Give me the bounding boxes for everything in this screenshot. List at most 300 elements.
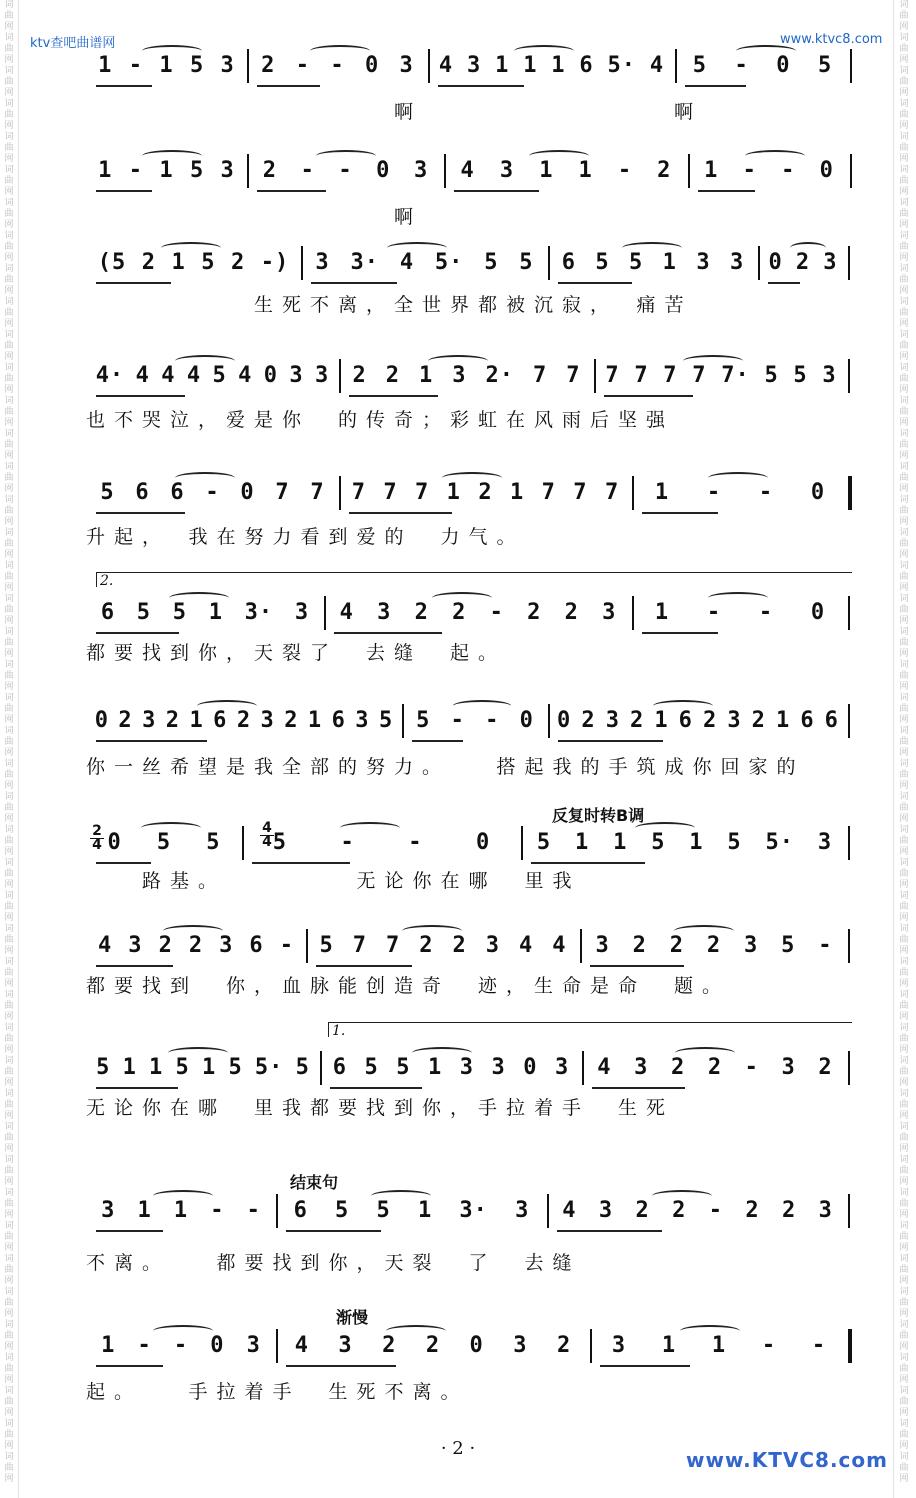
note: 5 (416, 708, 431, 733)
note: - (761, 1333, 777, 1358)
note: 5 (319, 933, 334, 958)
note: 7 (663, 363, 678, 388)
beam-underline (96, 85, 152, 87)
note: - (706, 600, 722, 625)
measure (432, 53, 671, 83)
beam-underline (600, 1365, 690, 1367)
note: 1 (98, 53, 113, 78)
note: 6 (100, 600, 116, 625)
slur-arc (197, 700, 257, 712)
note: 1 (149, 1055, 164, 1080)
note: - (450, 708, 465, 733)
beam-underline (96, 740, 207, 742)
note: 2 (352, 363, 367, 388)
note: 1 (173, 1198, 189, 1223)
bar-line (521, 826, 523, 860)
note: 4 (649, 53, 665, 78)
note: 2 (527, 600, 542, 625)
note: 1 (654, 708, 669, 733)
note: 2 (564, 600, 579, 625)
note: 3· (459, 1198, 488, 1223)
measure (598, 363, 844, 393)
note: 2 (795, 250, 811, 275)
note: 7 (310, 480, 325, 505)
note: 5· (254, 1055, 284, 1080)
note: 2 (141, 250, 156, 275)
bar-line (428, 49, 430, 83)
note: 5 (793, 363, 808, 388)
lyrics-row: 无论你在哪 里我都要找到你，手拉着手 生死 (86, 1097, 675, 1119)
note: 6 (293, 1198, 308, 1223)
beam-underline (316, 965, 412, 967)
slur-arc (169, 592, 229, 604)
footer-site-logo: www.KTVC8.com (686, 1448, 888, 1472)
beam-underline (330, 1087, 422, 1089)
note: 3 (555, 1055, 570, 1080)
bar-line (548, 246, 550, 280)
note: 1 (417, 1198, 433, 1223)
note: 4 (438, 53, 454, 78)
note: 2 (284, 708, 299, 733)
note: 0 (210, 1333, 225, 1358)
slur-arc (316, 150, 376, 162)
note: 2 (657, 158, 672, 183)
note: 6 (135, 480, 150, 505)
measure (692, 158, 846, 188)
bar-line (850, 49, 852, 83)
beam-underline (257, 190, 326, 192)
measure (280, 1198, 543, 1228)
note: 2 (556, 1333, 572, 1358)
note: 5 (484, 250, 499, 275)
note: 5 (206, 830, 221, 855)
note: 4 (294, 1333, 309, 1358)
note: 7 (634, 363, 649, 388)
note: 3 (355, 708, 370, 733)
note: 1 (654, 480, 670, 505)
notes-row (86, 150, 854, 190)
note: 3 (314, 363, 330, 388)
note: 5 (212, 363, 227, 388)
bar-line (848, 929, 850, 963)
time-signature-2-4 (90, 825, 104, 852)
note: 0 (94, 708, 109, 733)
note: 3 (818, 1198, 833, 1223)
note: 1 (523, 53, 538, 78)
note: - (485, 708, 500, 733)
note: 6 (579, 53, 594, 78)
note: 3 (294, 600, 310, 625)
measure (525, 830, 844, 860)
note: 3 (696, 250, 711, 275)
note: 7 (386, 933, 401, 958)
left-watermark: 词曲网词曲网词曲网词曲网词曲网词曲网词曲网词曲网词曲网词曲网词曲网词曲网词曲网词曲网词曲网词曲网词曲网词曲网词曲网词曲网词曲网词曲网词曲网词曲网词曲网词曲网词曲网词曲网词曲网词曲网词曲网词曲网词曲网词曲网词曲网词曲网词曲网词曲网词曲网词曲网词曲网词曲网词曲网词曲网词曲网 (4, 0, 14, 1484)
bar-line (444, 154, 446, 188)
note: 6 (331, 708, 346, 733)
slur-arc (163, 925, 223, 937)
slur-arc (402, 925, 462, 937)
beam-underline (685, 85, 746, 87)
note: 3 (491, 1055, 506, 1080)
note: 4 (135, 363, 150, 388)
note: 2 (669, 933, 684, 958)
note: 0 (376, 158, 391, 183)
slur-arc (675, 1047, 735, 1059)
beam-underline (311, 282, 397, 284)
note: 3 (128, 933, 143, 958)
note: 5 (781, 933, 796, 958)
notes-row (86, 1325, 854, 1365)
note: 6 (249, 933, 264, 958)
note: 3 (220, 158, 235, 183)
note: 1 (122, 1055, 137, 1080)
note: 2 (630, 708, 645, 733)
slur-arc (142, 45, 202, 57)
note: 0 (810, 600, 826, 625)
note: 1 (171, 250, 186, 275)
note: 1 (775, 708, 791, 733)
note: - (137, 1333, 152, 1358)
note: 7 (351, 480, 366, 505)
slur-arc (529, 150, 589, 162)
note: 2 (672, 1198, 687, 1223)
note: 4 (562, 1198, 577, 1223)
note: 0 (768, 250, 783, 275)
measure (90, 600, 320, 630)
measure (305, 250, 544, 280)
note: 4 (519, 933, 534, 958)
bar-line (848, 359, 850, 393)
measure (90, 933, 302, 963)
note: - (617, 158, 633, 183)
lyrics-row: 不离。 都要找到你，天裂 了 去缝 (86, 1252, 581, 1274)
note: 2 (707, 1055, 723, 1080)
notes-row (86, 242, 854, 282)
slur-arc (161, 242, 221, 254)
measure (586, 1055, 844, 1085)
note: - (818, 933, 833, 958)
note: 7 (275, 480, 290, 505)
note: 5 (651, 830, 666, 855)
lyrics-row: 路基。 无论你在哪 里我 (86, 870, 581, 892)
bar-line (320, 1051, 322, 1085)
note: 1 (704, 158, 719, 183)
measure (636, 600, 844, 630)
slur-arc (635, 822, 695, 834)
measure (251, 53, 424, 83)
note: 3 (515, 1198, 530, 1223)
note: 5 (175, 1055, 190, 1080)
note: - (295, 53, 311, 78)
note: 3 (338, 1333, 353, 1358)
ritardando-label: 渐慢 (336, 1308, 369, 1327)
slur-arc (428, 355, 488, 367)
bar-line (306, 929, 308, 963)
note: 2 (231, 250, 246, 275)
measure (762, 250, 844, 280)
note: 2 (818, 1055, 833, 1080)
note: 7 (541, 480, 556, 505)
note: 1 (419, 363, 434, 388)
note: 1 (551, 53, 566, 78)
slur-arc (708, 472, 768, 484)
lyrics-row: 啊 (86, 206, 423, 228)
bar-line (247, 49, 249, 83)
score-line (86, 472, 854, 572)
note: 3 (729, 250, 745, 275)
note: 1 (578, 158, 593, 183)
note: 2 (581, 708, 596, 733)
notes-row (86, 1190, 854, 1230)
beam-underline (592, 1087, 685, 1089)
note: 5 (764, 363, 779, 388)
lyrics-row: 生死不离，全世界都被沉寂， 痛苦 (86, 294, 693, 316)
note: 7 (605, 363, 620, 388)
time-signature-top: 2 (92, 823, 102, 839)
note: 3 (611, 1333, 627, 1358)
slur-arc (674, 925, 734, 937)
bar-line (548, 704, 550, 738)
note: 0 (519, 708, 534, 733)
bar-line (339, 359, 341, 393)
beam-underline (96, 1087, 178, 1089)
note: 1 (509, 480, 525, 505)
note: 0 (810, 480, 826, 505)
note: 1 (539, 158, 554, 183)
slur-arc (680, 1325, 740, 1337)
note: 5 (136, 600, 152, 625)
note: - (300, 158, 315, 183)
site-url-right: www.ktvc8.com (780, 32, 883, 47)
right-watermark: 词曲网词曲网词曲网词曲网词曲网词曲网词曲网词曲网词曲网词曲网词曲网词曲网词曲网词曲网词曲网词曲网词曲网词曲网词曲网词曲网词曲网词曲网词曲网词曲网词曲网词曲网词曲网词曲网词曲网词曲网词曲网词曲网词曲网词曲网词曲网词曲网词曲网词曲网词曲网词曲网词曲网词曲网词曲网词曲网词曲网 (899, 0, 909, 1484)
note: 1 (661, 1333, 677, 1358)
slur-arc (790, 242, 826, 254)
bar-line (758, 246, 760, 280)
measure (246, 830, 517, 860)
note: - (758, 600, 774, 625)
note: 2 (751, 708, 766, 733)
note: 2 (452, 933, 467, 958)
measure (584, 933, 844, 963)
note: 3 (101, 1198, 116, 1223)
note: 6 (170, 480, 185, 505)
note: 5· (765, 830, 794, 855)
note: 1 (201, 1055, 217, 1080)
note: 3 (485, 933, 500, 958)
note: 3 (822, 363, 837, 388)
bar-line (688, 154, 690, 188)
note: 1 (159, 53, 174, 78)
note: - (742, 158, 757, 183)
note: 0 (776, 53, 791, 78)
measure (90, 363, 335, 393)
note: 0 (107, 830, 122, 855)
bar-line (632, 476, 634, 510)
measure (310, 933, 576, 963)
note: 3 (220, 53, 235, 78)
note: 3 (727, 708, 742, 733)
first-ending-bracket (328, 1022, 852, 1037)
lyrics-row: 都要找到你，天裂了 去缝 起。 (86, 642, 507, 664)
note: 2 (703, 708, 718, 733)
measure (343, 363, 590, 393)
note: 7· (721, 363, 750, 388)
note: 3 (595, 933, 610, 958)
note: - (708, 1198, 723, 1223)
notes-row (86, 472, 854, 512)
note: 1 (689, 830, 704, 855)
note: 3 (817, 830, 833, 855)
beam-underline (558, 740, 663, 742)
beam-underline (96, 512, 185, 514)
slur-arc (514, 45, 574, 57)
measure (251, 158, 440, 188)
note: 1 (575, 830, 590, 855)
measure (90, 158, 243, 188)
beam-underline (590, 965, 684, 967)
note: 5 (519, 250, 534, 275)
second-ending-bracket (96, 572, 852, 587)
note: 1 (137, 1198, 152, 1223)
score-line (86, 150, 854, 250)
note: 6 (213, 708, 228, 733)
slur-arc (453, 700, 511, 712)
bar-line (580, 929, 582, 963)
note: 2 (236, 708, 252, 733)
note: - (408, 830, 423, 855)
measure (636, 480, 844, 510)
bar-line (276, 1329, 278, 1363)
note: 5 (335, 1198, 350, 1223)
note: - (734, 53, 749, 78)
note: 3 (260, 708, 275, 733)
note: 5 (295, 1055, 310, 1080)
note: 1 (654, 600, 670, 625)
measure (90, 1055, 316, 1085)
note: 5 (100, 480, 115, 505)
note: 5 (156, 830, 172, 855)
note: 7 (604, 480, 620, 505)
note: 4 (399, 250, 415, 275)
beam-underline (438, 85, 524, 87)
note: 5 (189, 53, 205, 78)
note: 4 (597, 1055, 612, 1080)
note: 5· (434, 250, 464, 275)
note: - (246, 1198, 261, 1223)
note: 2 (118, 708, 133, 733)
note: 5 (189, 158, 205, 183)
beam-underline (349, 512, 452, 514)
slur-arc (340, 822, 400, 834)
score-line (86, 1047, 854, 1147)
beam-underline (604, 395, 693, 397)
beam-underline (642, 632, 718, 634)
note: 3 (219, 933, 234, 958)
bar-line (590, 1329, 592, 1363)
site-name-left: ktv查吧曲谱网 (30, 36, 116, 51)
slur-arc (442, 472, 502, 484)
beam-underline (349, 395, 438, 397)
notes-row (86, 592, 854, 632)
note: 7 (692, 363, 707, 388)
note: - (128, 158, 144, 183)
beam-underline (96, 862, 151, 864)
note: 5 (96, 1055, 111, 1080)
slur-arc (432, 592, 492, 604)
note: 3· (244, 600, 274, 625)
note: 0 (240, 480, 255, 505)
note: - (338, 158, 353, 183)
key-change-label: 反复时转B调 (552, 806, 645, 825)
time-signature-top: 4 (262, 820, 272, 836)
slur-arc (622, 242, 682, 254)
note: 2 (158, 933, 173, 958)
note: 6 (800, 708, 815, 733)
note: 0 (476, 830, 491, 855)
page-number: · 2 · (440, 1438, 476, 1459)
note: 1 (307, 708, 323, 733)
slur-arc (175, 472, 235, 484)
beam-underline (412, 740, 463, 742)
note: 1 (711, 1333, 727, 1358)
note: 6 (332, 1055, 347, 1080)
note: - (758, 480, 774, 505)
bar-line (247, 154, 249, 188)
note: 6 (561, 250, 576, 275)
note: 2 (188, 933, 204, 958)
bar-line (242, 826, 244, 860)
score-line (86, 700, 854, 800)
slur-arc (387, 242, 447, 254)
note: - (205, 480, 220, 505)
note: 4 (238, 363, 253, 388)
note: 5 (595, 250, 610, 275)
measure (90, 830, 238, 860)
note: 7 (533, 363, 548, 388)
note: 1 (208, 600, 223, 625)
note: 2 (781, 1198, 797, 1223)
score-line (86, 925, 854, 1025)
slur-arc (652, 1190, 712, 1202)
slur-arc (175, 355, 235, 367)
slur-arc (653, 700, 713, 712)
note: 4 (161, 363, 176, 388)
note: 1 (159, 158, 174, 183)
time-signature-4-4 (260, 822, 274, 849)
slur-arc (310, 45, 370, 57)
note: 4 (186, 363, 202, 388)
bar-line (850, 154, 852, 188)
note: 3 (781, 1055, 796, 1080)
note: 3 (823, 250, 838, 275)
slur-arc (141, 822, 201, 834)
slur-arc (745, 150, 805, 162)
beam-underline (698, 190, 755, 192)
beam-underline (96, 632, 179, 634)
beam-underline (96, 395, 185, 397)
note: 5 (396, 1055, 411, 1080)
bar-line (848, 1051, 850, 1085)
bar-line (594, 359, 596, 393)
note: 0 (819, 158, 834, 183)
note: 2 (419, 933, 434, 958)
note: 3 (499, 158, 515, 183)
note: -) (260, 250, 290, 275)
beam-underline (286, 1230, 381, 1232)
note: 2· (485, 363, 514, 388)
note: 2 (452, 600, 467, 625)
measure (552, 250, 754, 280)
